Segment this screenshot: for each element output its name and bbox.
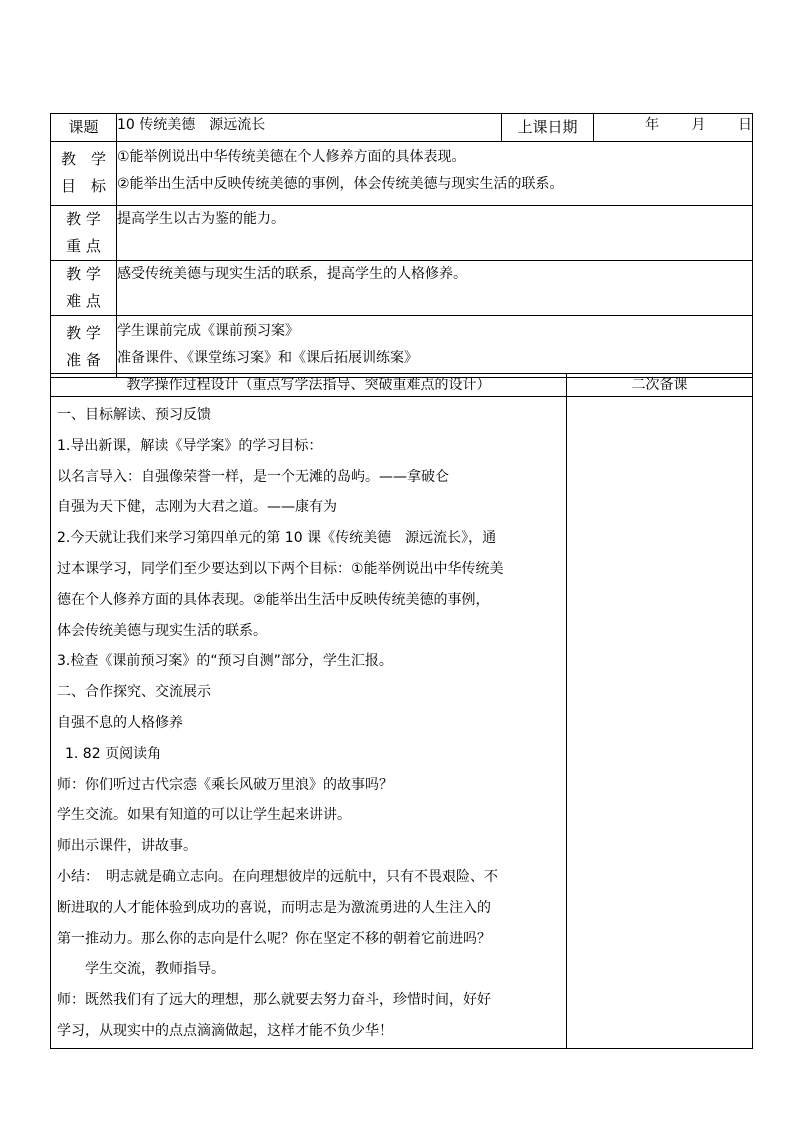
date-field	[594, 114, 753, 142]
process-line: 1. 82 页阅读角	[65, 745, 162, 762]
goals-label-line2: 目 标	[60, 177, 106, 195]
process-line: 过本课学习，同学们至少要达到以下两个目标：①能举例说出中华传统美	[57, 560, 504, 577]
key-points-row	[51, 206, 753, 261]
key-points-label-line1: 教 学	[66, 210, 101, 228]
process-content	[51, 397, 567, 1049]
process-line: 师出示课件，讲故事。	[57, 838, 197, 855]
preparation-label-line1: 教 学	[66, 324, 101, 342]
process-line: 师：你们听过古代宗悫《乘长风破万里浪》的故事吗？	[57, 776, 393, 793]
difficulties-label-line1: 教 学	[66, 265, 101, 283]
difficulties-content: 感受传统美德与现实生活的联系，提高学生的人格修养。	[117, 261, 753, 316]
process-line: 一、目标解读、预习反馈	[57, 407, 211, 423]
process-line: 德在个人修养方面的具体表现。②能举出生活中反映传统美德的事例，	[57, 591, 490, 608]
process-header-left: 教学操作过程设计（重点写学法指导、突破重难点的设计）	[51, 374, 567, 397]
process-line: 学习，从现实中的点点滴滴做起，这样才能不负少华！	[57, 1022, 393, 1039]
process-line: 二、合作探究、交流展示	[57, 684, 211, 701]
goals-content	[117, 142, 753, 206]
difficulties-label-line2: 难 点	[66, 292, 101, 310]
date-month: 月	[691, 117, 706, 133]
date-day: 日	[738, 117, 752, 133]
process-line: 以名言导入：自强像荣誉一样，是一个无滩的岛屿。——拿破仑	[57, 468, 449, 485]
key-points-label	[51, 206, 117, 261]
process-line: 3.检查《课前预习案》的“预习自测”部分，学生汇报。	[57, 653, 393, 670]
preparation-content	[117, 316, 753, 378]
preparation-label-line2: 准 备	[66, 351, 101, 369]
date-label: 上课日期	[502, 114, 594, 142]
goal-item: ②能举出生活中反映传统美德的事例，体会传统美德与现实生活的联系。	[117, 176, 564, 192]
difficulties-row	[51, 261, 753, 316]
goals-label-line1: 教 学	[60, 150, 106, 168]
process-line: 体会传统美德与现实生活的联系。	[57, 622, 267, 639]
title-row	[51, 114, 753, 142]
difficulties-label	[51, 261, 117, 316]
process-line: 学生交流，教师指导。	[85, 961, 225, 978]
key-points-content: 提高学生以古为鉴的能力。	[117, 206, 753, 261]
second-preparation-notes	[567, 397, 753, 1049]
process-line: 自强不息的人格修养	[57, 714, 183, 731]
process-line: 2.今天就让我们来学习第四单元的第 10 课《传统美德 源远流长》，通	[57, 530, 497, 547]
process-line: 师：既然我们有了远大的理想，那么就要去努力奋斗，珍惜时间，好好	[57, 992, 491, 1009]
goals-row	[51, 142, 753, 206]
process-line: 断进取的人才能体验到成功的喜说，而明志是为激流勇进的人生注入的	[57, 899, 491, 916]
goal-item: ①能举例说出中华传统美德在个人修养方面的具体表现。	[117, 149, 466, 165]
process-header-row	[51, 374, 753, 397]
lesson-info-table	[50, 113, 753, 378]
process-line: 小结： 明志就是确立志向。在向理想彼岸的远航中，只有不畏艰险、不	[57, 868, 498, 885]
preparation-row	[51, 316, 753, 378]
process-line: 自强为天下健，志刚为大君之道。——康有为	[57, 499, 337, 516]
preparation-label	[51, 316, 117, 378]
process-header-right: 二次备课	[567, 374, 753, 397]
preparation-item: 学生课前完成《课前预习案》	[117, 323, 299, 339]
process-table	[50, 373, 753, 1049]
subject-label: 课题	[51, 114, 117, 142]
date-year: 年	[645, 117, 660, 133]
process-line: 1.导出新课，解读《导学案》的学习目标：	[57, 437, 323, 454]
key-points-label-line2: 重 点	[66, 237, 101, 255]
process-lines	[51, 397, 566, 1047]
process-line: 第一推动力。那么你的志向是什么呢？你在坚定不移的朝着它前进吗？	[57, 930, 491, 947]
process-line: 学生交流。如果有知道的可以让学生起来讲讲。	[57, 807, 351, 824]
lesson-title: 10 传统美德 源远流长	[117, 114, 502, 142]
preparation-item: 准备课件、《课堂练习案》和《课后拓展训练案》	[117, 350, 418, 366]
process-body-row	[51, 397, 753, 1049]
goals-label	[51, 142, 117, 206]
